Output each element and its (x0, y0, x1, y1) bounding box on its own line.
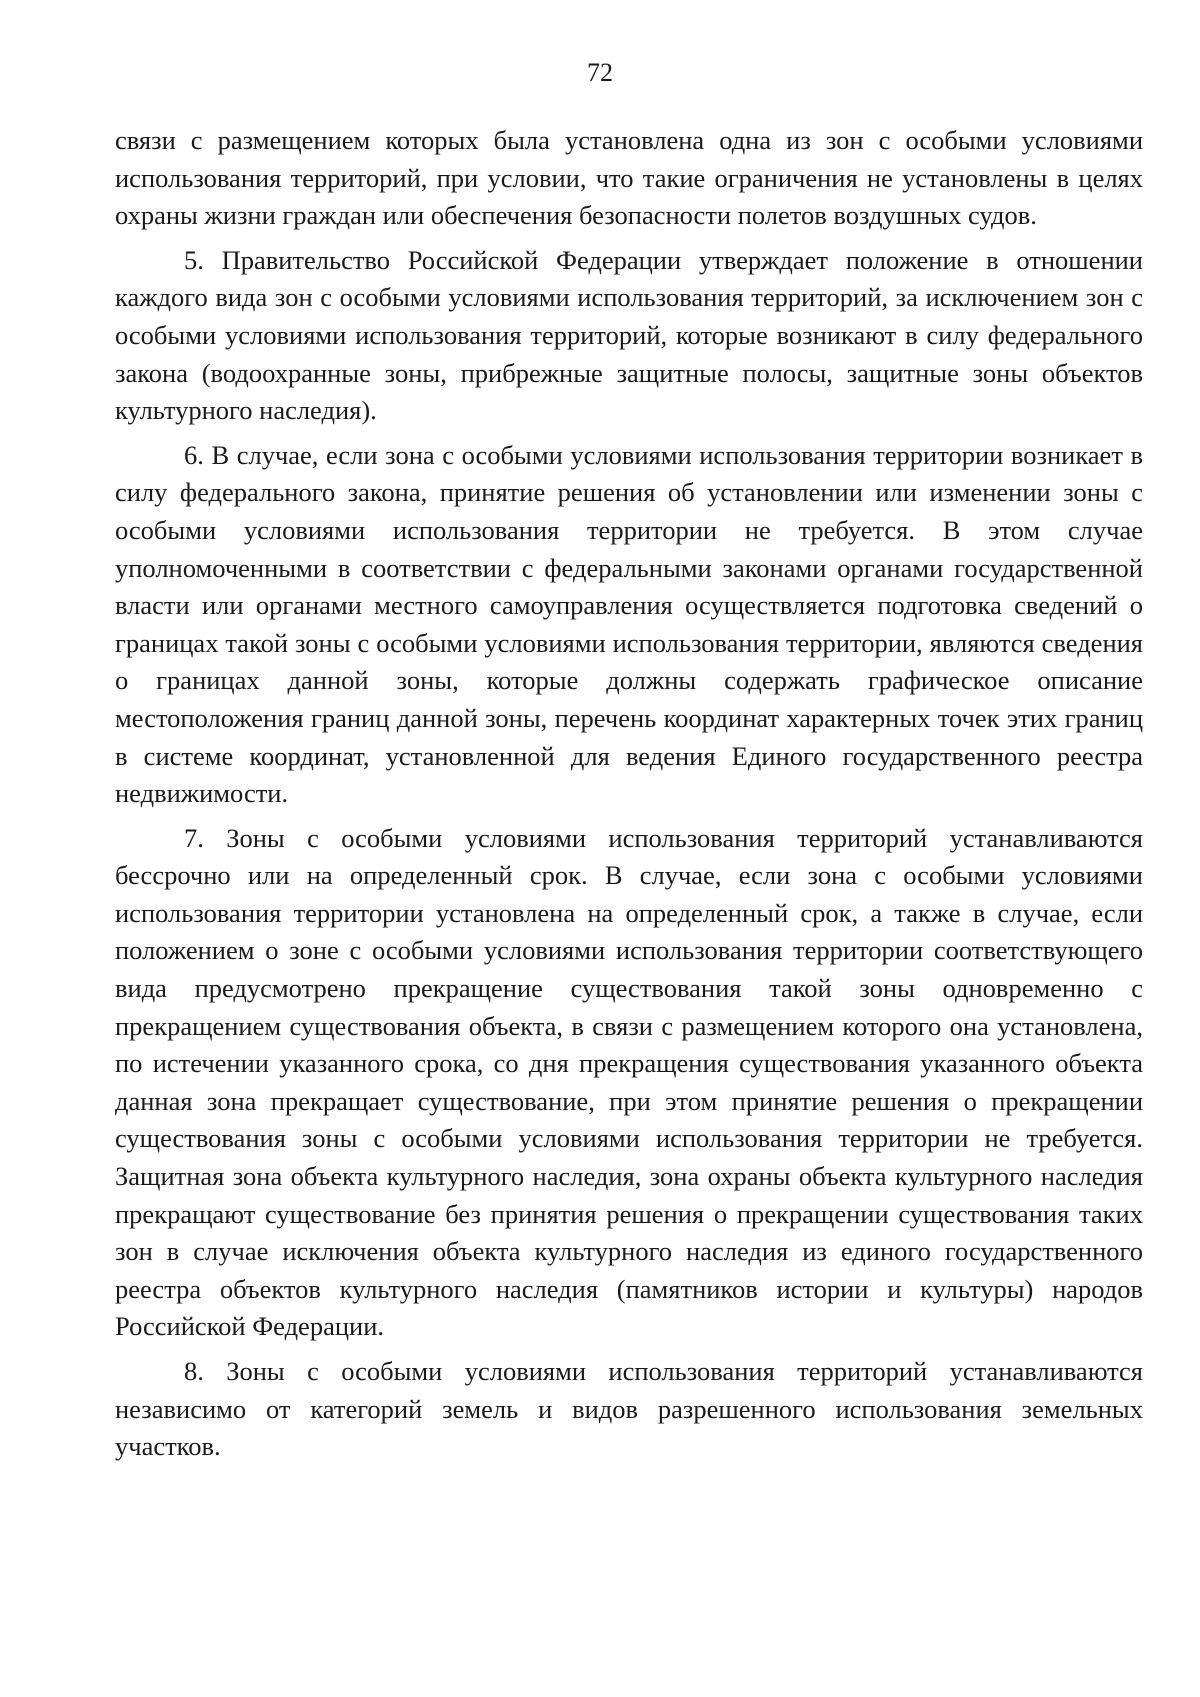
paragraph-item-8: 8. Зоны с особыми условиями использования территорий устанавливаются независимо от категорий земель и видов разрешенного использования земельных участков. (115, 1356, 1143, 1462)
document-body (115, 122, 1143, 1466)
paragraph-item-5: 5. Правительство Российской Федерации утверждает положение в отношении каждого вида зон с особыми условиями использования территорий, за исключением зон с особыми условиями использования территорий, которые возникают в силу федерального закона (водоохранные зоны, прибрежные защитные полосы, защитные зоны объектов культурного наследия). (115, 244, 1143, 426)
paragraph-item-6: 6. В случае, если зона с особыми условиями использования территории возникает в силу федерального закона, принятие решения об установлении или изменении зоны с особыми условиями использования территории не требуется. В этом случае уполномоченными в соответствии с федеральными законами органами государственной власти или органами местного самоуправления осуществляется подготовка сведений о границах такой зоны с особыми условиями использования территории, являются сведения о границах данной зоны, которые должны содержать графическое описание местоположения границ данной зоны, перечень координат характерных точек этих границ в системе координат, установленной для ведения Единого государственного реестра недвижимости. (115, 439, 1143, 809)
page-number: 72 (587, 58, 613, 87)
paragraph-continuation: связи с размещением которых была установлена одна из зон с особыми условиями использования территорий, при условии, что такие ограничения не установлены в целях охраны жизни граждан или обеспечения безопасности полетов воздушных судов. (115, 125, 1143, 231)
paragraph-item-7: 7. Зоны с особыми условиями использования территорий устанавливаются бессрочно или на определенный срок. В случае, если зона с особыми условиями использования территории установлена на определенный срок, а также в случае, если положением о зоне с особыми условиями использования территории соответствующего вида предусмотрено прекращение существования такой зоны одновременно с прекращением существования объекта, в связи с размещением которого она установлена, по истечении указанного срока, со дня прекращения существования указанного объекта данная зона прекращает существование, при этом принятие решения о прекращении существования зоны с особыми условиями использования территории не требуется. Защитная зона объекта культурного наследия, зона охраны объекта культурного наследия прекращают существование без принятия решения о прекращении существования таких зон в случае исключения объекта культурного наследия из единого государственного реестра объектов культурного наследия (памятников истории и культуры) народов Российской Федерации. (115, 822, 1143, 1342)
